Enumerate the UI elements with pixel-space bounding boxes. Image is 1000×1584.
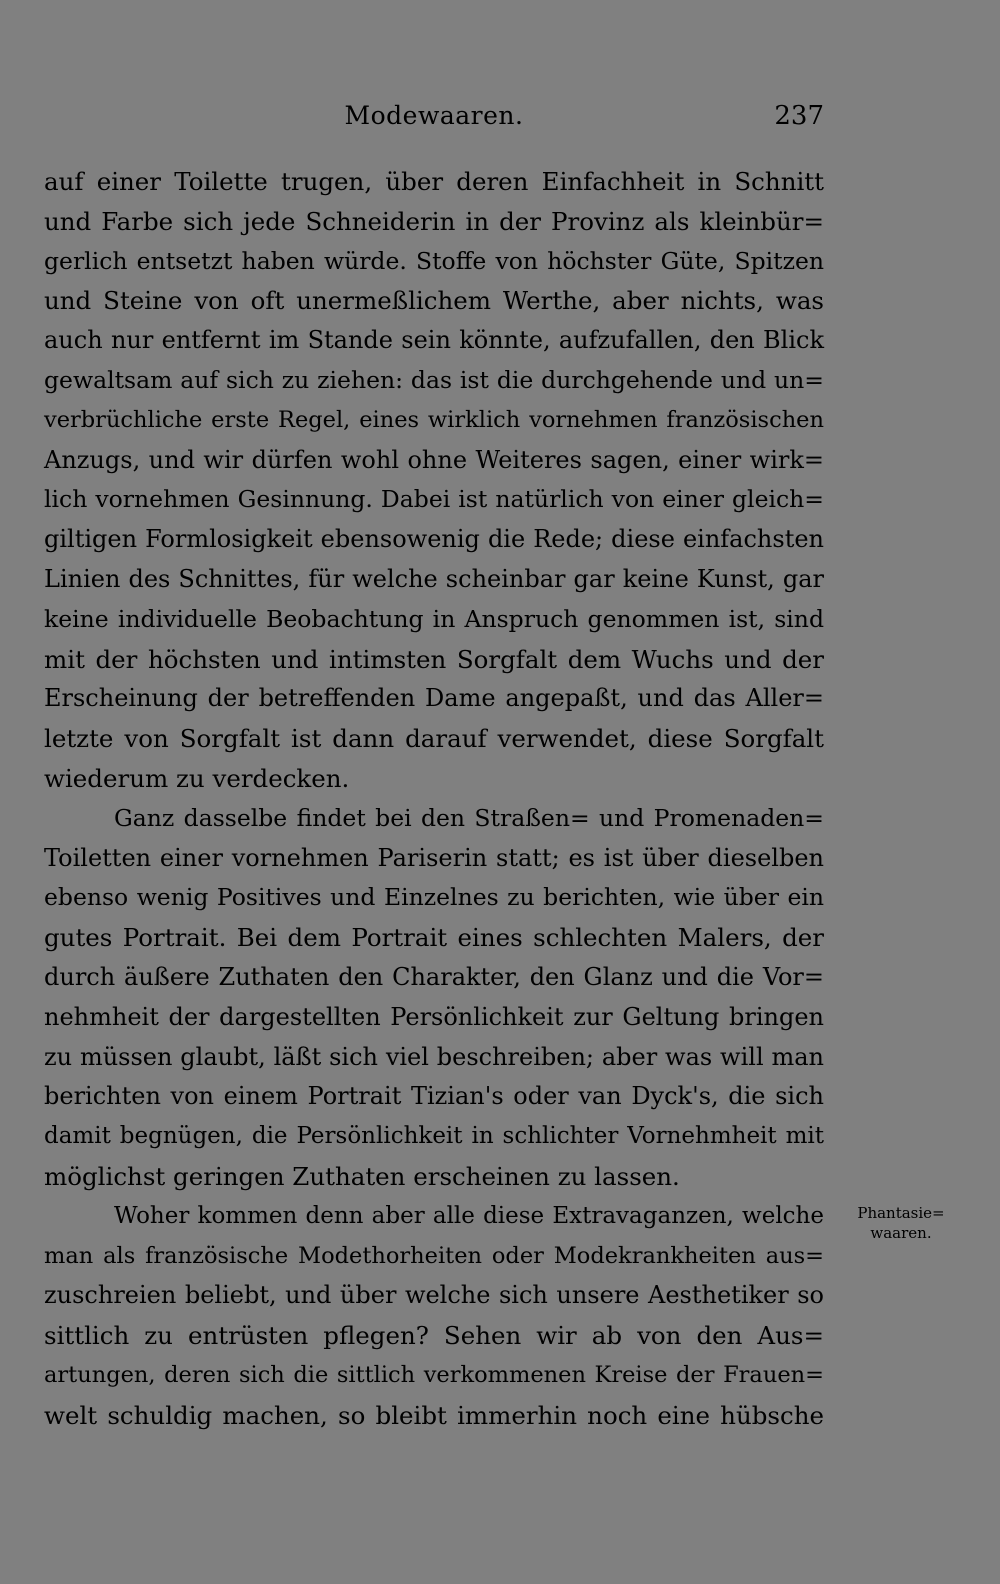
text-line: Toiletten einer vornehmen Pariserin statt; es ist über dieselben [44,843,824,872]
text-line: Anzugs, und wir dürfen wohl ohne Weiteres sagen, einer wirk= [44,445,824,474]
text-line: Erscheinung der betreffenden Dame angepaßt, und das Aller= [44,684,824,713]
text-line: mit der höchsten und intimsten Sorgfalt dem Wuchs und der [44,644,824,674]
text-line: auch nur entfernt im Stande sein könnte, aufzufallen, den Blick [44,326,824,355]
page-header [44,96,824,136]
text-line: Ganz dasselbe findet bei den Straßen= und Promenaden= [114,803,824,832]
margin-note [846,1203,956,1243]
text-line: berichten von einem Portrait Tizian's oder van Dyck's, die sich [44,1082,824,1111]
text-line: artungen, deren sich die sittlich verkommenen Kreise der Frauen= [44,1361,824,1388]
text-line: welt schuldig machen, so bleibt immerhin noch eine hübsche [44,1400,824,1430]
text-line: Linien des Schnittes, für welche scheinbar gar keine Kunst, gar [44,564,824,593]
text-line: damit begnügen, die Persönlichkeit in schlichter Vornehmheit mit [44,1123,824,1150]
text-line: durch äußere Zuthaten den Charakter, den Glanz und die Vor= [44,962,824,991]
text-line: man als französische Modethorheiten oder Modekrankheiten aus= [44,1242,824,1269]
text-line: keine individuelle Beobachtung in Anspruch genommen ist, sind [44,604,824,633]
margin-note-line: waaren. [870,1224,932,1242]
page-number: 237 [774,101,824,131]
text-line: giltigen Formlosigkeit ebensowenig die Rede; diese einfachsten [44,525,824,554]
text-line: Woher kommen denn aber alle diese Extravaganzen, welche [114,1202,824,1229]
text-line: gewaltsam auf sich zu ziehen: das ist die durchgehende und un= [44,365,824,394]
text-line: gerlich entsetzt haben würde. Stoffe von höchster Güte, Spitzen [44,246,824,275]
text-line: und Steine von oft unermeßlichem Werthe, aber nichts, was [44,286,824,316]
text-line: wiederum zu verdecken. [44,763,350,793]
margin-note-line: Phantasie= [857,1204,945,1222]
text-line: zuschreien beliebt, und über welche sich unsere Aesthetiker so [44,1281,824,1310]
text-line: lich vornehmen Gesinnung. Dabei ist natürlich von einer gleich= [44,485,824,514]
text-line: gutes Portrait. Bei dem Portrait eines schlechten Malers, der [44,923,824,953]
text-line: verbrüchliche erste Regel, eines wirklich vornehmen französischen [44,406,824,433]
text-line: auf einer Toilette trugen, über deren Einfachheit in Schnitt [44,167,824,196]
text-line: zu müssen glaubt, läßt sich viel beschreiben; aber was will man [44,1042,824,1071]
text-line: nehmheit der dargestellten Persönlichkeit zur Geltung bringen [44,1002,824,1031]
text-line: letzte von Sorgfalt ist dann darauf verwendet, diese Sorgfalt [44,724,824,754]
text-line: ebenso wenig Positives und Einzelnes zu berichten, wie über ein [44,883,824,912]
body-text [44,162,824,1436]
running-title: Modewaaren. [344,101,524,130]
text-line: sittlich zu entrüsten pflegen? Sehen wir ab von den Aus= [44,1321,824,1351]
text-line: möglichst geringen Zuthaten erscheinen zu lassen. [44,1161,680,1191]
text-line: und Farbe sich jede Schneiderin in der Provinz als kleinbür= [44,206,824,236]
